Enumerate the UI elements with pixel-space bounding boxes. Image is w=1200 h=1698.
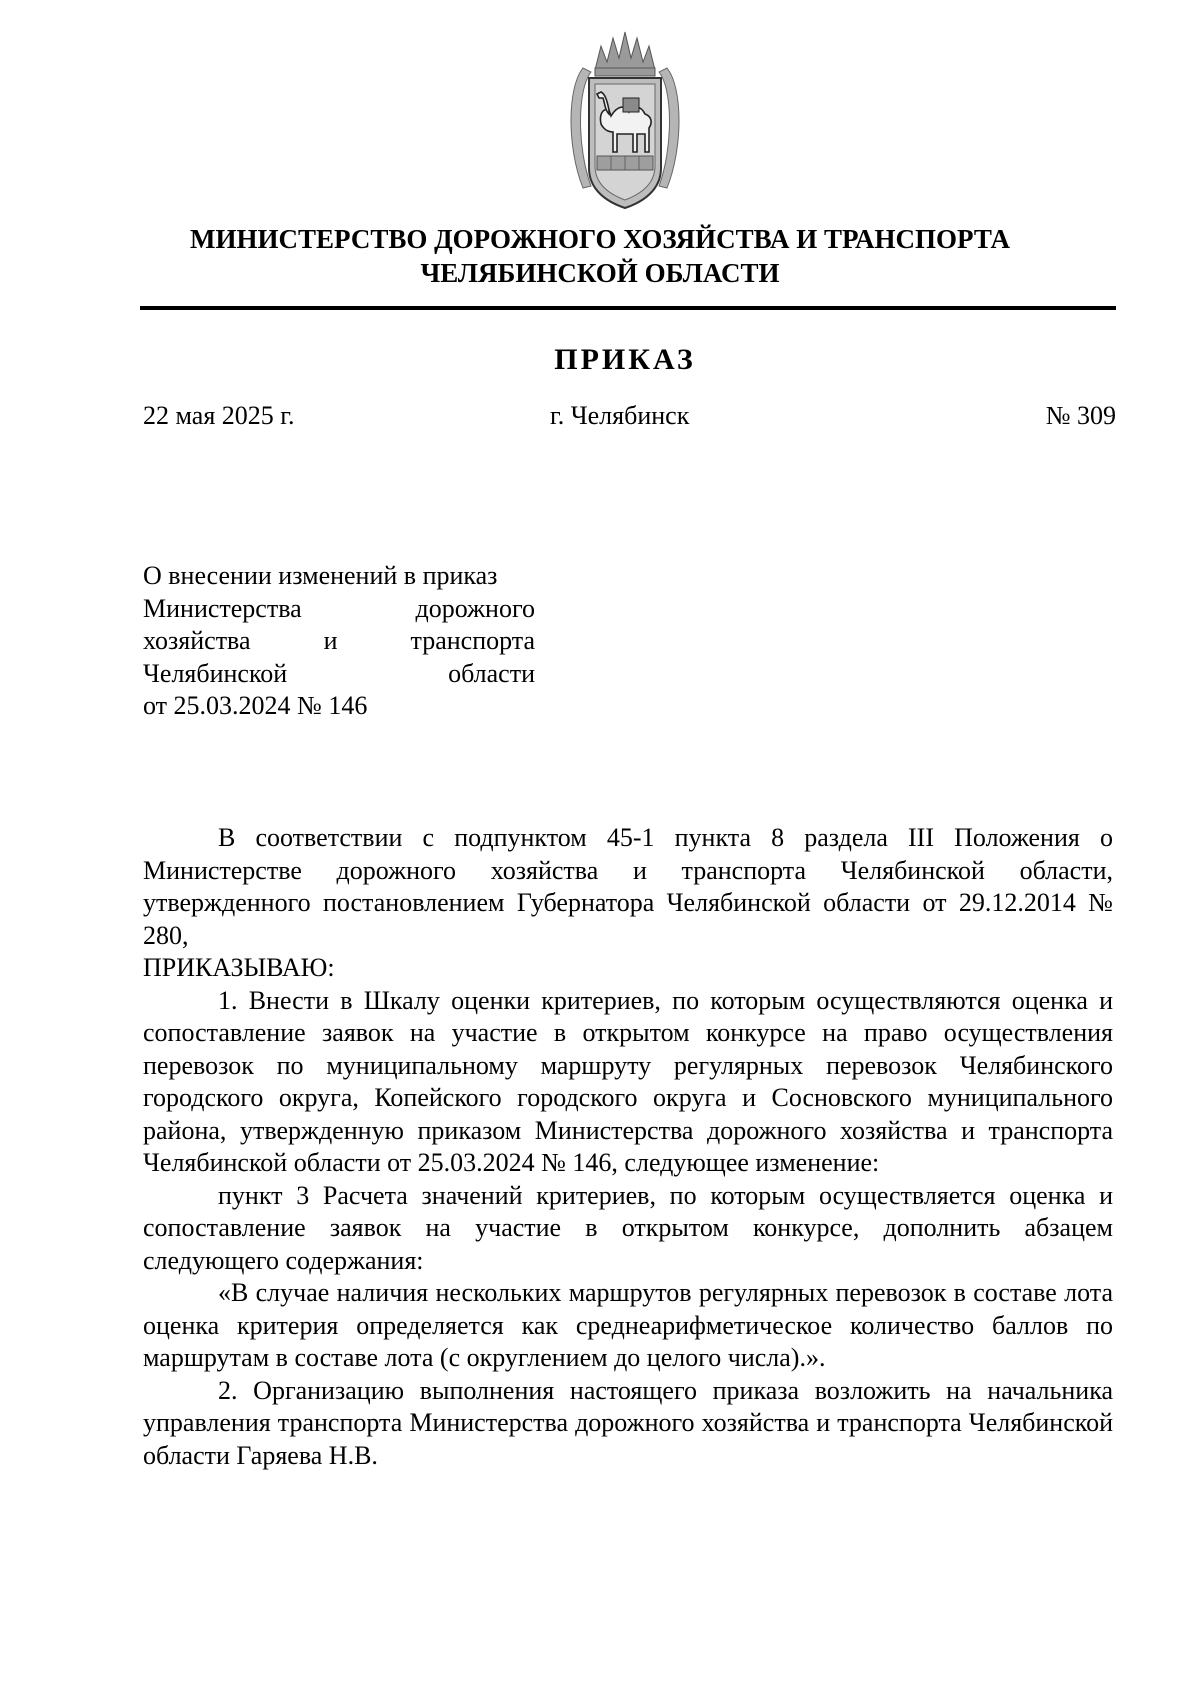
- subject-line: [143, 658, 535, 691]
- subject-word: области: [448, 658, 535, 688]
- order-word: ПРИКАЗЫВАЮ:: [143, 953, 335, 982]
- item-1-paragraph: 1. Внести в Шкалу оценки критериев, по которым осуществляются оценка и сопоставление заявок на участие в открытом конкурсе на право осуществления перевозок по муниципальному маршруту регулярных перевозок Челябинского городского округа, Копейского городского округа и Сосновского муниципального района, утвержденную приказом Министерства дорожного хозяйства и транспорта Челябинской области от 25.03.2024 № 146, следующее изменение:: [143, 985, 1113, 1177]
- item-1-subparagraph: пункт 3 Расчета значений критериев, по которым осуществляется оценка и сопоставление заявок на участие в открытом конкурсе, дополнить абзацем следующего содержания:: [143, 1180, 1113, 1275]
- item-2-paragraph: 2. Организацию выполнения настоящего приказа возложить на начальника управления транспорта Министерства дорожного хозяйства и транспорта Челябинской области Гаряева Н.В.: [143, 1375, 1113, 1470]
- ministry-title-line1: МИНИСТЕРСТВО ДОРОЖНОГО ХОЗЯЙСТВА И ТРАНСПОРТА: [190, 224, 1010, 254]
- document-date: 22 мая 2025 г.: [143, 401, 295, 430]
- preamble-paragraph: В соответствии с подпунктом 45-1 пункта 8 раздела III Положения о Министерстве дорожного хозяйства и транспорта Челябинской области, утвержденного постановлением Губернатора Челябинской области от 29.12.2014 № 280,: [143, 823, 1113, 950]
- document-number: № 309: [1045, 401, 1116, 430]
- subject-line: [143, 593, 535, 626]
- subject-word: Челябинской: [143, 658, 288, 688]
- subject-word: транспорта: [410, 626, 535, 655]
- subject-word: и: [323, 626, 338, 655]
- subject-line: О внесении изменений в приказ: [143, 561, 498, 590]
- subject-line: [143, 625, 535, 658]
- subject-word: хозяйства: [143, 626, 251, 655]
- document-body: [143, 822, 1113, 1472]
- subject-word: Министерства: [143, 593, 302, 623]
- document-city: г. Челябинск: [550, 401, 690, 430]
- ministry-title: [100, 222, 1100, 290]
- document-type-title: ПРИКАЗ: [554, 343, 696, 376]
- item-1-quote: «В случае наличия нескольких маршрутов регулярных перевозок в составе лота оценка критерия определяется как среднеарифметическое количество баллов по маршрутам в составе лота (с округлением до целого числа).».: [143, 1278, 1113, 1372]
- ministry-title-line2: ЧЕЛЯБИНСКОЙ ОБЛАСТИ: [420, 258, 780, 288]
- subject-line: от 25.03.2024 № 146: [143, 691, 368, 720]
- subject-word: дорожного: [415, 593, 535, 623]
- chelyabinsk-coat-of-arms-icon: [565, 28, 685, 213]
- document-subject: [143, 560, 535, 723]
- header-divider: [140, 306, 1116, 310]
